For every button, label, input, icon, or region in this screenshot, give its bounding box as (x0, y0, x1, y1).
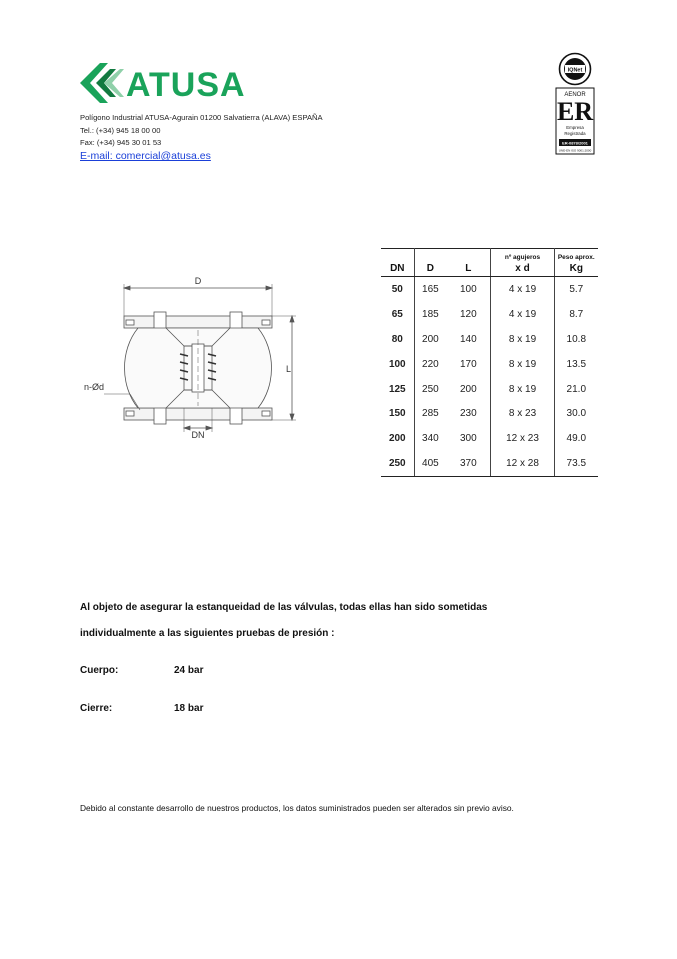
certification-badge (553, 52, 597, 160)
disclaimer: Debido al constante desarrollo de nuestros productos, los datos suministrados pueden ser alterados sin previo aviso. (80, 803, 514, 813)
aenor-label: AENOR (564, 92, 586, 98)
dn-header: DN (381, 261, 414, 277)
body-pressure-value: 24 bar (174, 665, 204, 676)
dim-nd-label: n-Ød (84, 382, 105, 392)
company-info (80, 112, 323, 150)
dim-dn-label: DN (191, 430, 205, 440)
table-row: 100 220 170 8 x 19 13.5 (381, 352, 598, 377)
d-header: D (414, 261, 446, 277)
company-fax: Fax: (+34) 945 30 01 53 (80, 138, 162, 148)
dim-d-label: D (194, 276, 202, 286)
pressure-test-paragraph-2: individualmente a las siguientes pruebas de presión : (80, 628, 335, 639)
logo-text: ATUSA (126, 66, 246, 104)
company-logo (78, 60, 278, 106)
table-row: 50 165 100 4 x 19 5.7 (381, 277, 598, 302)
valve-drawing (80, 270, 310, 450)
email-link[interactable]: E-mail: comercial@atusa.es (80, 150, 211, 162)
table-row: 200 340 300 12 x 23 49.0 (381, 426, 598, 451)
table-row: 80 200 140 8 x 19 10.8 (381, 327, 598, 352)
pressure-test-paragraph-1: Al objeto de asegurar la estanqueidad de las válvulas, todas ellas han sido sometidas (80, 602, 488, 613)
dim-l-label: L (286, 364, 292, 374)
cert-standard: UNE-EN ISO 9001:2000 (558, 148, 592, 153)
body-pressure-label: Cuerpo: (80, 665, 119, 676)
cert-caption-1: Empresa (566, 125, 584, 130)
seal-pressure-label: Cierre: (80, 703, 113, 714)
company-tel: Tel.: (+34) 945 18 00 00 (80, 125, 161, 135)
table-row: 250 405 370 12 x 28 73.5 (381, 451, 598, 476)
spec-table (381, 248, 598, 477)
l-header: L (446, 261, 491, 277)
seal-pressure-value: 18 bar (174, 703, 204, 714)
iqnet-label: IQNet (567, 67, 583, 74)
holes-header-top: nº agujeros (491, 249, 554, 262)
table-row: 65 185 120 4 x 19 8.7 (381, 302, 598, 327)
cert-code: ER-0878/2001 (562, 140, 588, 146)
table-row: 150 285 230 8 x 23 30.0 (381, 401, 598, 426)
er-mark: ER (556, 97, 594, 126)
weight-header: Kg (554, 261, 598, 277)
holes-header: x d (491, 261, 554, 277)
table-row: 125 250 200 8 x 19 21.0 (381, 377, 598, 402)
weight-header-top: Peso aprox. (554, 249, 598, 262)
cert-caption-2: Registrada (564, 131, 586, 136)
company-address: Polígono Industrial ATUSA-Agurain 01200 Salvatierra (ALAVA) ESPAÑA (80, 113, 323, 122)
